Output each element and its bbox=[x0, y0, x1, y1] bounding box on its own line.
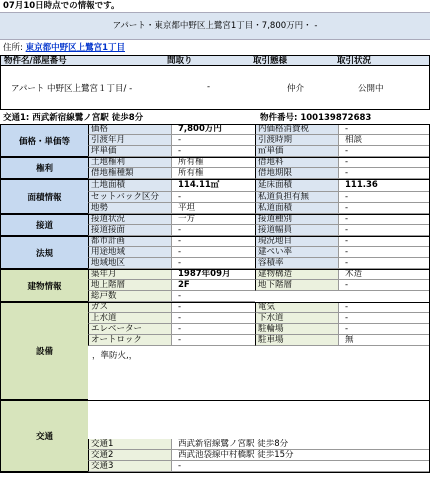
value2-price: - bbox=[339, 124, 430, 135]
label2-handover: 引渡時期 bbox=[255, 135, 339, 146]
value2-built: 木造 bbox=[339, 269, 430, 280]
label-elevator: エレベーター bbox=[88, 324, 172, 335]
label-road_status: 接道状況 bbox=[88, 214, 172, 225]
label2-water: 下水道 bbox=[255, 313, 339, 324]
summary-type: 仲介 bbox=[287, 84, 305, 94]
label2-use_zone: 建ぺい率 bbox=[255, 247, 339, 258]
value-units: - bbox=[172, 291, 255, 302]
label2-elevator: 駐輪場 bbox=[255, 324, 339, 335]
label2-land_area: 延床面積 bbox=[255, 179, 339, 192]
value2-gas: - bbox=[339, 302, 430, 313]
label-tsubo: 坪単価 bbox=[88, 146, 172, 157]
label-t1: 交通1 bbox=[88, 439, 172, 450]
section-frame bbox=[0, 124, 430, 158]
section-area: 面積情報 bbox=[0, 179, 88, 214]
value-tsubo: - bbox=[172, 146, 255, 157]
label-t2: 交通2 bbox=[88, 450, 172, 461]
transport-line: 交通1: 西武新宿線鷺ノ宮駅 徒歩8分 bbox=[3, 113, 144, 123]
section-frame bbox=[0, 179, 430, 215]
value2-setback: - bbox=[339, 192, 430, 203]
value-chimoku: 平坦 bbox=[172, 203, 255, 214]
value-water: - bbox=[172, 313, 255, 324]
label-gas: ガス bbox=[88, 302, 172, 313]
property-number: 物件番号: 100139872683 bbox=[260, 113, 372, 123]
value-land_right: 所有権 bbox=[172, 157, 255, 168]
label2-price: 内価格消費税 bbox=[255, 124, 339, 135]
label2-autolock: 駐車場 bbox=[255, 335, 339, 346]
section-transport: 交通 bbox=[0, 400, 88, 472]
value2-road_status: - bbox=[339, 214, 430, 225]
value2-chimoku: - bbox=[339, 203, 430, 214]
address-link[interactable]: 東京都中野区上鷺宮1丁目 bbox=[25, 43, 125, 53]
value2-autolock: 無 bbox=[339, 335, 430, 346]
header-name: 物件名/部屋番号 bbox=[4, 56, 67, 66]
label2-floors: 地下階層 bbox=[255, 280, 339, 291]
value2-tsubo: - bbox=[339, 146, 430, 157]
value2-use_zone: - bbox=[339, 247, 430, 258]
label-price: 価格 bbox=[88, 124, 172, 135]
value-t2: 西武池袋線中村橋駅 徒歩15分 bbox=[172, 450, 430, 461]
label2-lease_type: 借地期限 bbox=[255, 168, 339, 179]
value-road_status: 一方 bbox=[172, 214, 255, 225]
header-layout: 間取り bbox=[167, 56, 193, 66]
label-use_zone: 用途地域 bbox=[88, 247, 172, 258]
label2-district: 容積率 bbox=[255, 258, 339, 269]
header-type: 取引態様 bbox=[253, 56, 288, 66]
value2-road_contact: - bbox=[339, 225, 430, 236]
value2-floors: - bbox=[339, 280, 430, 291]
address-label: 住所: bbox=[3, 43, 26, 53]
value-lease_type: 所有権 bbox=[172, 168, 255, 179]
label2-city_plan: 現況地目 bbox=[255, 236, 339, 247]
label2-tsubo: ㎡単価 bbox=[255, 146, 339, 157]
label2-land_right: 借地料 bbox=[255, 157, 339, 168]
value-use_zone: - bbox=[172, 247, 255, 258]
header-status: 取引状況 bbox=[337, 56, 372, 66]
label-t3: 交通3 bbox=[88, 461, 172, 472]
value-district: - bbox=[172, 258, 255, 269]
summary-status: 公開中 bbox=[358, 84, 384, 94]
label2-built: 建物構造 bbox=[255, 269, 339, 280]
label-built: 築年月 bbox=[88, 269, 172, 280]
address-line bbox=[3, 43, 125, 54]
section-frame bbox=[0, 400, 430, 473]
value-autolock: - bbox=[172, 335, 255, 346]
value-city_plan: - bbox=[172, 236, 255, 247]
label2-setback: 私道負担有無 bbox=[255, 192, 339, 203]
label-city_plan: 都市計画 bbox=[88, 236, 172, 247]
label2-road_status: 接道種別 bbox=[255, 214, 339, 225]
value-road_contact: - bbox=[172, 225, 255, 236]
section-frame bbox=[0, 214, 430, 237]
label-land_right: 土地権利 bbox=[88, 157, 172, 168]
value2-water: - bbox=[339, 313, 430, 324]
label2-gas: 電気 bbox=[255, 302, 339, 313]
value2-handover: 相談 bbox=[339, 135, 430, 146]
value2-land_area: 111.36 bbox=[339, 179, 430, 192]
label-autolock: オートロック bbox=[88, 335, 172, 346]
section-price: 価格・単価等 bbox=[0, 124, 88, 157]
label-setback: セットバック区分 bbox=[88, 192, 172, 203]
value2-land_right: - bbox=[339, 157, 430, 168]
section-building: 建物情報 bbox=[0, 269, 88, 302]
section-frame bbox=[0, 157, 430, 180]
value-built: 1987年09月 bbox=[172, 269, 255, 280]
label-chimoku: 地勢 bbox=[88, 203, 172, 214]
summary-layout: - bbox=[207, 82, 211, 92]
label2-chimoku: 私道面積 bbox=[255, 203, 339, 214]
value-elevator: - bbox=[172, 324, 255, 335]
value2-lease_type: - bbox=[339, 168, 430, 179]
label-floors: 地上階層 bbox=[88, 280, 172, 291]
summary-name: アパート 中野区上鷺宮１丁目/ - bbox=[11, 84, 133, 94]
value-price: 7,800万円 bbox=[172, 124, 255, 135]
date-line: 07月10日時点での情報です。 bbox=[3, 1, 120, 11]
page-title: アパート・東京都中野区上鷺宮1丁目・7,800万円・ - bbox=[0, 12, 430, 40]
value2-city_plan: - bbox=[339, 236, 430, 247]
label2-road_contact: 接道幅員 bbox=[255, 225, 339, 236]
value-t1: 西武新宿線鷺ノ宮駅 徒歩8分 bbox=[172, 439, 430, 450]
value-handover: - bbox=[172, 135, 255, 146]
label-lease_type: 借地権種類 bbox=[88, 168, 172, 179]
value-t3: - bbox=[172, 461, 430, 472]
section-law: 法規 bbox=[0, 236, 88, 269]
label-water: 上水道 bbox=[88, 313, 172, 324]
section-frame bbox=[0, 302, 430, 401]
section-equipment: 設備 bbox=[0, 302, 88, 400]
label-road_contact: 接道接面 bbox=[88, 225, 172, 236]
label-land_area: 土地面積 bbox=[88, 179, 172, 192]
value2-district: - bbox=[339, 258, 430, 269]
section-frame bbox=[0, 269, 430, 303]
value-floors: 2F bbox=[172, 280, 255, 291]
section-frame bbox=[0, 236, 430, 270]
equipment-note: ，準防火,， bbox=[92, 351, 138, 361]
label-district: 地域地区 bbox=[88, 258, 172, 269]
section-road: 接道 bbox=[0, 214, 88, 236]
summary-header bbox=[0, 55, 430, 66]
label-handover: 引渡年月 bbox=[88, 135, 172, 146]
section-rights: 権利 bbox=[0, 157, 88, 179]
summary-row bbox=[0, 66, 430, 110]
value-land_area: 114.11㎡ bbox=[172, 179, 255, 192]
value-gas: - bbox=[172, 302, 255, 313]
value2-elevator: - bbox=[339, 324, 430, 335]
value-setback: - bbox=[172, 192, 255, 203]
label-units: 総戸数 bbox=[88, 291, 172, 302]
